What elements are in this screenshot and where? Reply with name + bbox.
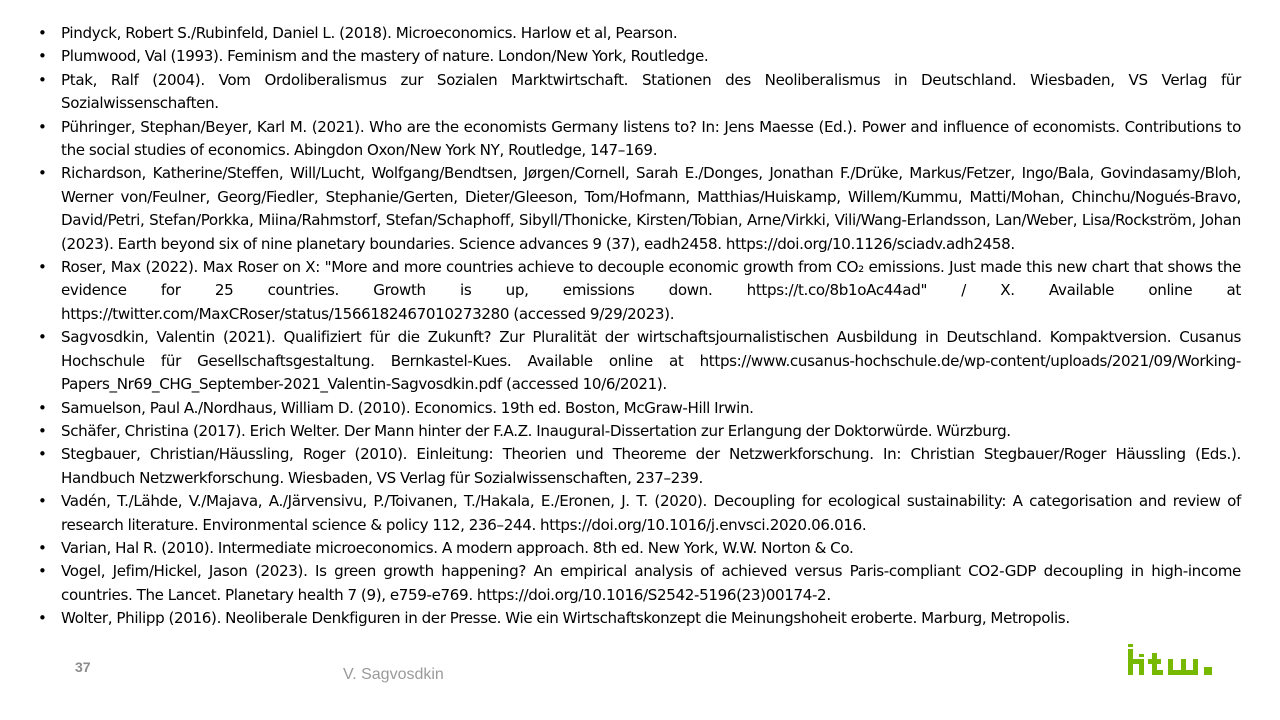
reference-item: • Plumwood, Val (1993). Feminism and the mastery of nature. London/New York, Routledge. bbox=[38, 45, 1241, 68]
reference-list bbox=[38, 22, 1241, 631]
reference-item: • Stegbauer, Christian/Häussling, Roger (2010). Einleitung: Theorien und Theoreme der Netzwerkforschung. In: Christian Stegbauer/Roger Häussling (Eds.). Handbuch Netzwerkforschung. Wiesbaden, VS Verlag für Sozialwissenschaften, 237–239. bbox=[38, 443, 1241, 490]
reference-item: • Roser, Max (2022). Max Roser on X: "More and more countries achieve to decouple economic growth from CO₂ emissions. Just made this new chart that shows the evidence for 25 countries. Growth is up, emissions down. https://t.co/8b1oAc44ad" / X. Available online at https://twitter.com/MaxCRoser/status/1566182467010273280 (accessed 9/29/2023). bbox=[38, 256, 1241, 326]
footer-author: V. Sagvosdkin bbox=[343, 666, 444, 683]
reference-item: • Pindyck, Robert S./Rubinfeld, Daniel L. (2018). Microeconomics. Harlow et al, Pearson. bbox=[38, 22, 1241, 45]
reference-item: • Vadén, T./Lähde, V./Majava, A./Järvensivu, P./Toivanen, T./Hakala, E./Eronen, J. T. (2020). Decoupling for ecological sustainability: A categorisation and review of research literature. Environmental science & policy 112, 236–244. https://doi.org/10.1016/j.envsci.2020.06.016. bbox=[38, 490, 1241, 537]
reference-item: • Pühringer, Stephan/Beyer, Karl M. (2021). Who are the economists Germany listens to? In: Jens Maesse (Ed.). Power and influence of economists. Contributions to the social studies of economics. Abingdon Oxon/New York NY, Routledge, 147–169. bbox=[38, 116, 1241, 163]
htw-logo bbox=[1126, 640, 1232, 676]
reference-item: • Wolter, Philipp (2016). Neoliberale Denkfiguren in der Presse. Wie ein Wirtschaftskonzept die Meinungshoheit eroberte. Marburg, Metropolis. bbox=[38, 607, 1241, 630]
reference-item: • Vogel, Jefim/Hickel, Jason (2023). Is green growth happening? An empirical analysis of achieved versus Paris-compliant CO2-GDP decoupling in high-income countries. The Lancet. Planetary health 7 (9), e759-e769. https://doi.org/10.1016/S2542-5196(23)00174-2. bbox=[38, 560, 1241, 607]
reference-item: • Ptak, Ralf (2004). Vom Ordoliberalismus zur Sozialen Marktwirtschaft. Stationen des Neoliberalismus in Deutschland. Wiesbaden, VS Verlag für Sozialwissenschaften. bbox=[38, 69, 1241, 116]
reference-item: • Samuelson, Paul A./Nordhaus, William D. (2010). Economics. 19th ed. Boston, McGraw-Hill Irwin. bbox=[38, 397, 1241, 420]
reference-item: • Varian, Hal R. (2010). Intermediate microeconomics. A modern approach. 8th ed. New York, W.W. Norton & Co. bbox=[38, 537, 1241, 560]
reference-item: • Schäfer, Christina (2017). Erich Welter. Der Mann hinter der F.A.Z. Inaugural-Dissertation zur Erlangung der Doktorwürde. Würzburg. bbox=[38, 420, 1241, 443]
page-number: 37 bbox=[75, 659, 91, 675]
reference-item: • Richardson, Katherine/Steffen, Will/Lucht, Wolfgang/Bendtsen, Jørgen/Cornell, Sarah E./Donges, Jonathan F./Drüke, Markus/Fetzer, Ingo/Bala, Govindasamy/Bloh, Werner von/Feulner, Georg/Fiedler, Stephanie/Gerten, Dieter/Gleeson, Tom/Hofmann, Matthias/Huiskamp, Willem/Kummu, Matti/Mohan, Chinchu/Nogués-Bravo, David/Petri, Stefan/Porkka, Miina/Rahmstorf, Stefan/Schaphoff, Sibyll/Thonicke, Kirsten/Tobian, Arne/Virkki, Vili/Wang-Erlandsson, Lan/Weber, Lisa/Rockström, Johan (2023). Earth beyond six of nine planetary boundaries. Science advances 9 (37), eadh2458. https://doi.org/10.1126/sciadv.adh2458. bbox=[38, 162, 1241, 256]
reference-item: • Sagvosdkin, Valentin (2021). Qualifiziert für die Zukunft? Zur Pluralität der wirtschaftsjournalistischen Ausbildung in Deutschland. Kompaktversion. Cusanus Hochschule für Gesellschaftsgestaltung. Bernkastel-Kues. Available online at https://www.cusanus-hochschule.de/wp-content/uploads/2021/09/Working-Papers_Nr69_CHG_September-2021_Valentin-Sagvosdkin.pdf (accessed 10/6/2021). bbox=[38, 326, 1241, 396]
